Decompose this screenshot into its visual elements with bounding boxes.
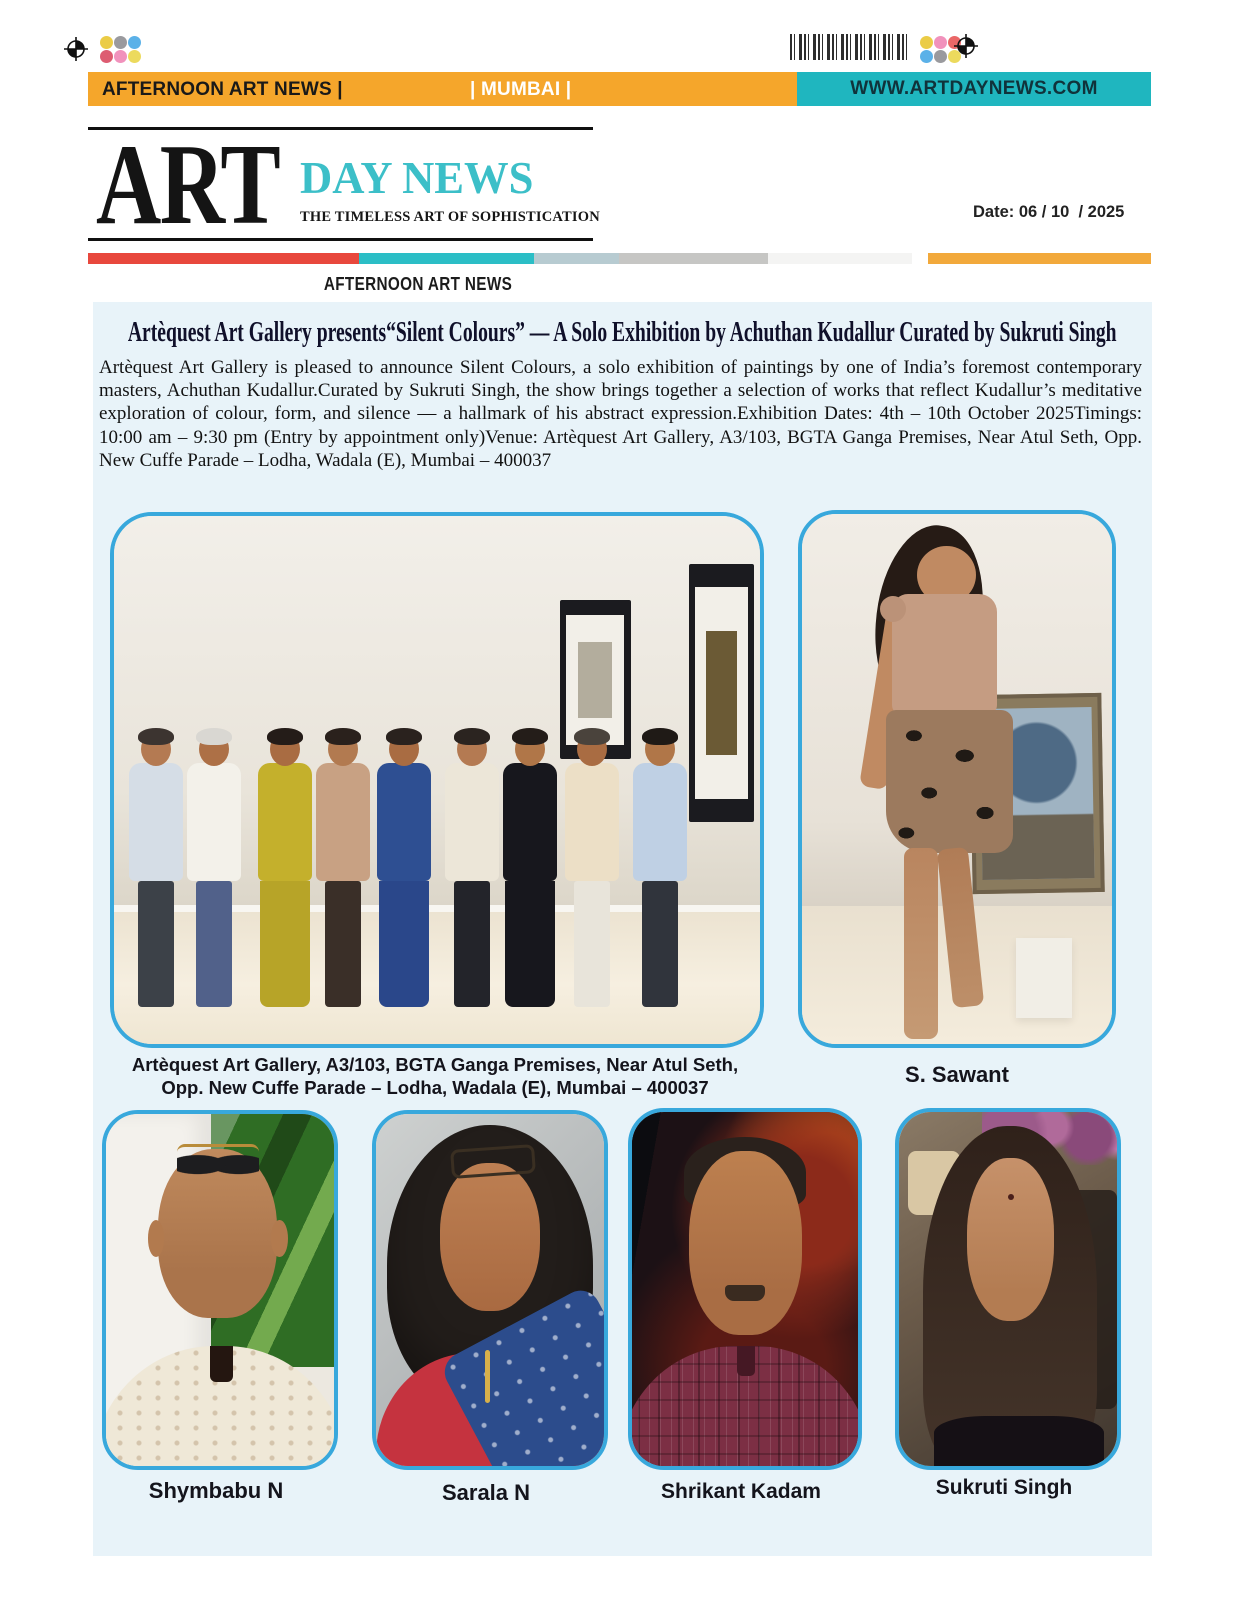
person-figure [440,732,504,1007]
person-head [457,732,487,766]
issue-date: Date: 06 / 10 / 2025 [973,203,1125,221]
person-legs [325,881,361,1007]
person-head [199,732,229,766]
article-headline-text: Artèquest Art Gallery presents“Silent Colours” — A Solo Exhibition by Achuthan Kudallur Curated by Sukruti Singh [128,317,1117,348]
person-legs [454,881,490,1007]
color-strip [88,253,1151,264]
person-head [328,732,358,766]
person-figure [311,732,375,1007]
artwork [578,642,612,718]
necklace [485,1350,490,1403]
website-url: WWW.ARTDAYNEWS.COM [850,78,1098,99]
mustache [725,1285,766,1301]
person-leg [904,848,938,1039]
person-figure [628,732,692,1007]
strip-segment-gap [912,253,928,264]
dot [100,50,113,63]
strip-segment-gray [619,253,768,264]
portrait-caption: Shymbabu N [148,1478,284,1503]
portrait-caption: Sukruti Singh [935,1476,1073,1499]
dot [114,36,127,49]
portrait-caption: Shrikant Kadam [661,1480,821,1503]
person-face [440,1163,540,1311]
portrait-photo-shymbabu [102,1110,338,1470]
person-head [515,732,545,766]
person-face [689,1151,802,1335]
person-torso [445,763,499,881]
section-label: AFTERNOON ART NEWS [323,274,513,294]
top-bar-left [88,72,797,106]
strip-segment-teal [359,253,534,264]
person-figure [124,732,188,1007]
person-head [141,732,171,766]
strip-segment-red [88,253,359,264]
sawant-caption: S. Sawant [905,1062,1009,1087]
person-torso [187,763,241,881]
person-top [934,1416,1104,1470]
portrait-photo-shrikant [628,1108,862,1470]
person-torso [503,763,557,881]
group-photo [110,512,764,1048]
person-figure [372,732,436,1007]
color-calibration-dots-icon [100,36,141,63]
registration-mark-icon [954,34,978,58]
masthead-tagline: THE TIMELESS ART OF SOPHISTICATION [300,209,600,225]
person-torso [633,763,687,881]
pedestal [1016,938,1072,1018]
sunglasses-icon [177,1144,259,1179]
person-legs [505,881,555,1007]
portrait-photo-sukruti [895,1108,1121,1470]
person-torso [377,763,431,881]
barcode-icon [790,34,908,60]
dot [100,36,113,49]
person-head [389,732,419,766]
edition-label: AFTERNOON ART NEWS | [102,79,343,100]
person-legs [642,881,678,1007]
person-figure [253,732,317,1007]
masthead-title-daynews: DAY NEWS [300,152,534,203]
person-head [577,732,607,766]
dot [934,36,947,49]
strip-segment-lightgray [768,253,912,264]
person-figure [560,732,624,1007]
masthead-title-art: ART [96,120,280,249]
person-torso [258,763,312,881]
dot [114,50,127,63]
person-torso [129,763,183,881]
person-legs [574,881,610,1007]
city-label: | MUMBAI | [470,79,572,100]
registration-mark-icon [64,37,88,61]
dot [920,36,933,49]
person-skirt [886,710,1013,853]
person-figure [498,732,562,1007]
article-headline [93,318,1152,349]
framed-artwork [689,564,754,823]
artwork [706,631,737,755]
strip-segment-orange [928,253,1151,264]
dot [920,50,933,63]
group-photo-caption [110,1054,760,1099]
person-legs [379,881,429,1007]
caption-line: Opp. New Cuffe Parade – Lodha, Wadala (E), Mumbai – 400037 [161,1076,709,1098]
person-top [892,594,997,716]
person-legs [138,881,174,1007]
dot [128,36,141,49]
dot [934,50,947,63]
portrait-photo-s-sawant [798,510,1116,1048]
masthead [88,120,600,249]
person-face [967,1158,1054,1321]
top-bar-right [797,72,1151,106]
person-figure [182,732,246,1007]
strip-segment-bluegray [534,253,619,264]
person-head [270,732,300,766]
person-torso [316,763,370,881]
person-legs [260,881,310,1007]
person-torso [565,763,619,881]
person-legs [196,881,232,1007]
caption-line: Artèquest Art Gallery, A3/103, BGTA Ganga Premises, Near Atul Seth, [131,1054,739,1075]
article-body: Artèquest Art Gallery is pleased to announce Silent Colours, a solo exhibition of paintings by one of India’s foremost contemporary masters, Achuthan Kudallur.Curated by Sukruti Singh, the show brings together a selection of works that reflect Kudallur’s meditative exploration of colour, form, and silence — a hallmark of his abstract expression.Exhibition Dates: 4th – 10th October 2025Timings: 10:00 am – 9:30 pm (Entry by appointment only)Venue: Artèquest Art Gallery, A3/103, BGTA Ganga Premises, Near Atul Seth, Opp. New Cuffe Parade – Lodha, Wadala (E), Mumbai – 400037 [99,357,1142,471]
masthead-right-block [300,152,600,226]
portrait-photo-sarala [372,1110,608,1470]
dot [128,50,141,63]
person-head [645,732,675,766]
portrait-caption: Sarala N [441,1480,531,1505]
